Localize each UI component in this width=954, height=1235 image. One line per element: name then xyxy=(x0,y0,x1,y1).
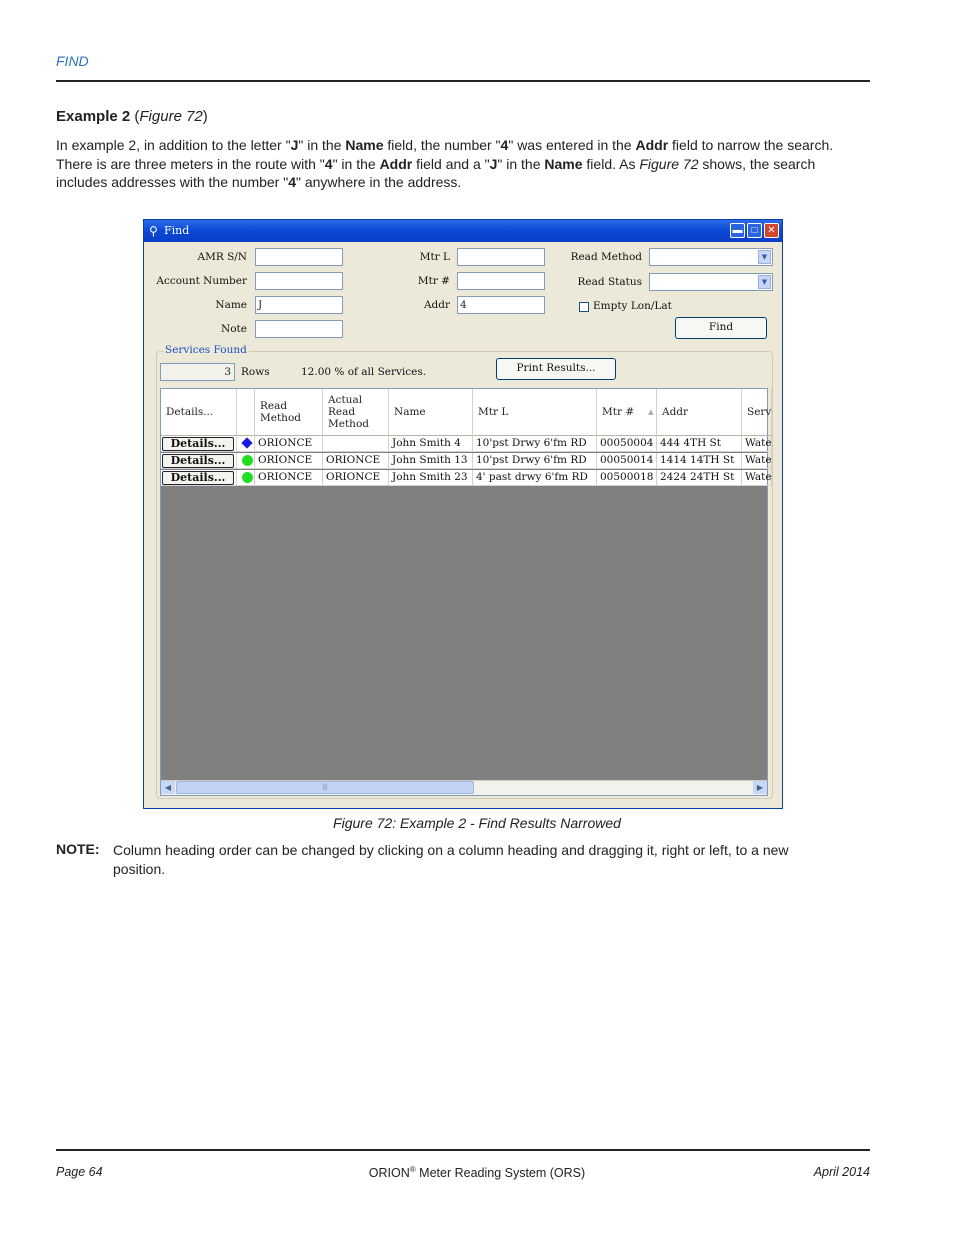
table-row[interactable] xyxy=(161,436,772,452)
addr-cell: 2424 24TH St xyxy=(657,470,742,486)
read-method-cell: ORIONCE xyxy=(255,436,323,452)
percent-text: 12.00 % of all Services. xyxy=(301,366,427,378)
figure-caption: Figure 72: Example 2 - Find Results Narrowed xyxy=(333,815,621,831)
footer-product xyxy=(0,1165,954,1180)
para-text: " was entered in the xyxy=(508,137,636,153)
product-name-rest: Meter Reading System (ORS) xyxy=(415,1166,586,1181)
para-text: In example 2, in addition to the letter " xyxy=(56,137,291,153)
column-header-status[interactable] xyxy=(237,389,255,436)
amr-input[interactable] xyxy=(255,248,343,266)
addr-label: Addr xyxy=(423,299,450,311)
para-bold: Name xyxy=(345,137,384,153)
services-found-label: Services Found xyxy=(165,344,247,356)
results-grid xyxy=(160,388,772,796)
para-bold: Name xyxy=(544,155,583,172)
read-method-select[interactable] xyxy=(649,248,773,266)
chevron-down-icon[interactable]: ▼ xyxy=(758,250,771,264)
para-text: " in the xyxy=(298,137,346,153)
find-window xyxy=(143,219,783,809)
note-label: NOTE: xyxy=(56,841,100,857)
details-cell xyxy=(161,436,237,452)
header-rule xyxy=(56,80,870,82)
read-status-label: Read Status xyxy=(577,276,642,288)
column-header-serv[interactable]: Serv xyxy=(742,389,772,436)
serv-cell: Wate xyxy=(742,436,772,452)
footer-rule xyxy=(56,1149,870,1151)
read-method-cell: ORIONCE xyxy=(255,453,323,469)
intro-paragraph xyxy=(56,136,856,192)
mtr-l-input[interactable] xyxy=(457,248,545,266)
para-bold: 4 xyxy=(288,174,296,190)
name-input[interactable]: J xyxy=(255,296,343,314)
status-cell xyxy=(237,436,255,452)
maximize-icon: □ xyxy=(751,225,758,236)
details-cell xyxy=(161,470,237,486)
horizontal-scrollbar[interactable] xyxy=(161,780,767,795)
find-button[interactable]: Find xyxy=(675,317,767,339)
actual-read-method-cell xyxy=(323,436,389,452)
column-header-actual-read-method[interactable]: Actual Read Method xyxy=(323,389,389,436)
serv-cell: Wate xyxy=(742,453,772,469)
note-input[interactable] xyxy=(255,320,343,338)
mtr-num-header-text: Mtr # xyxy=(602,406,635,418)
actual-read-method-cell: ORIONCE xyxy=(323,453,389,469)
para-bold: Addr xyxy=(379,155,413,172)
column-header-mtr-num[interactable] xyxy=(597,389,657,436)
example-heading xyxy=(56,108,208,125)
grid-header xyxy=(161,389,772,436)
search-icon: ⚲ xyxy=(149,224,158,238)
mtr-num-cell: 00050004 xyxy=(597,436,657,452)
para-text: " anywhere in the address. xyxy=(296,174,462,190)
column-header-mtr-l[interactable]: Mtr L xyxy=(473,389,597,436)
details-button[interactable]: Details... xyxy=(162,471,234,485)
column-header-details[interactable]: Details... xyxy=(161,389,237,436)
empty-lonlat-checkbox[interactable] xyxy=(579,302,589,312)
mtr-num-label: Mtr # xyxy=(417,275,450,287)
table-row[interactable] xyxy=(161,470,772,486)
read-method-label: Read Method xyxy=(570,251,642,263)
heading-open: ( xyxy=(130,108,140,125)
para-bold: J xyxy=(489,155,498,172)
addr-cell: 1414 14TH St xyxy=(657,453,742,469)
section-header: FIND xyxy=(56,53,89,69)
details-button[interactable]: Details... xyxy=(162,454,234,468)
para-text: shows, the search includes addresses with the number " xyxy=(56,155,816,190)
para-bold: J xyxy=(290,137,299,153)
scroll-right-icon[interactable]: ▶ xyxy=(753,781,767,794)
para-text: " in the xyxy=(497,155,545,172)
green-dot-status-icon xyxy=(242,455,253,466)
para-text: field, the number " xyxy=(383,137,501,153)
footer-date: April 2014 xyxy=(813,1165,870,1179)
actual-read-method-cell: ORIONCE xyxy=(323,470,389,486)
heading-bold: Example 2 xyxy=(56,108,131,125)
column-header-read-method[interactable]: Read Method xyxy=(255,389,323,436)
addr-input[interactable]: 4 xyxy=(457,296,545,314)
minimize-button[interactable] xyxy=(730,223,745,238)
name-cell: John Smith 4 xyxy=(389,436,473,452)
scroll-thumb[interactable]: ||| xyxy=(176,781,474,794)
diamond-status-icon xyxy=(241,437,252,448)
registered-mark: ® xyxy=(409,1165,416,1174)
close-icon: ✕ xyxy=(767,225,776,236)
empty-lonlat-label: Empty Lon/Lat xyxy=(593,300,672,312)
heading-ref: Figure 72 xyxy=(139,108,203,125)
mtr-num-input[interactable] xyxy=(457,272,545,290)
product-name: ORION xyxy=(368,1166,410,1181)
note-label: Note xyxy=(221,323,247,335)
read-status-select[interactable] xyxy=(649,273,773,291)
mtr-num-cell: 00050014 xyxy=(597,453,657,469)
footer-page: Page 64 xyxy=(56,1165,103,1179)
column-header-addr[interactable]: Addr xyxy=(657,389,742,436)
scroll-left-icon[interactable]: ◀ xyxy=(161,781,175,794)
window-title: Find xyxy=(164,224,190,237)
chevron-down-icon[interactable]: ▼ xyxy=(758,275,771,289)
status-cell xyxy=(237,453,255,469)
rows-label: Rows xyxy=(241,366,270,378)
para-text: field. As xyxy=(582,155,640,172)
status-cell xyxy=(237,470,255,486)
name-cell: John Smith 13 xyxy=(389,453,473,469)
print-results-button[interactable]: Print Results... xyxy=(496,358,616,380)
para-text: " in the xyxy=(332,155,380,172)
name-cell: John Smith 23 xyxy=(389,470,473,486)
account-number-label: Account Number xyxy=(156,275,247,287)
para-italic: Figure 72 xyxy=(639,155,699,172)
minimize-icon: ▬ xyxy=(732,225,743,236)
mtr-l-cell: 4' past drwy 6'fm RD xyxy=(473,470,597,486)
heading-close: ) xyxy=(202,108,208,125)
mtr-num-cell: 00500018 xyxy=(597,470,657,486)
details-button[interactable]: Details... xyxy=(162,437,234,451)
table-row[interactable] xyxy=(161,453,772,469)
name-label: Name xyxy=(215,299,247,311)
mtr-l-label: Mtr L xyxy=(419,251,450,263)
close-button[interactable] xyxy=(764,223,779,238)
account-number-input[interactable] xyxy=(255,272,343,290)
window-titlebar[interactable] xyxy=(144,220,782,242)
read-method-cell: ORIONCE xyxy=(255,470,323,486)
para-text: field to narrow the search. There is are three meters in the route with " xyxy=(56,137,834,172)
sort-ascending-icon: ▲ xyxy=(648,408,654,416)
column-header-name[interactable]: Name xyxy=(389,389,473,436)
maximize-button[interactable] xyxy=(747,223,762,238)
note-text: Column heading order can be changed by clicking on a column heading and dragging it, right or left, to a new position. xyxy=(113,842,789,877)
amr-label: AMR S/N xyxy=(197,251,247,263)
addr-cell: 444 4TH St xyxy=(657,436,742,452)
rows-count-field: 3 xyxy=(160,363,235,381)
para-bold: 4 xyxy=(324,155,333,172)
details-cell xyxy=(161,453,237,469)
green-dot-status-icon xyxy=(242,472,253,483)
para-bold: Addr xyxy=(635,137,669,153)
mtr-l-cell: 10'pst Drwy 6'fm RD xyxy=(473,436,597,452)
para-text: field and a " xyxy=(412,155,490,172)
serv-cell: Wate xyxy=(742,470,772,486)
para-bold: 4 xyxy=(500,137,509,153)
mtr-l-cell: 10'pst Drwy 6'fm RD xyxy=(473,453,597,469)
